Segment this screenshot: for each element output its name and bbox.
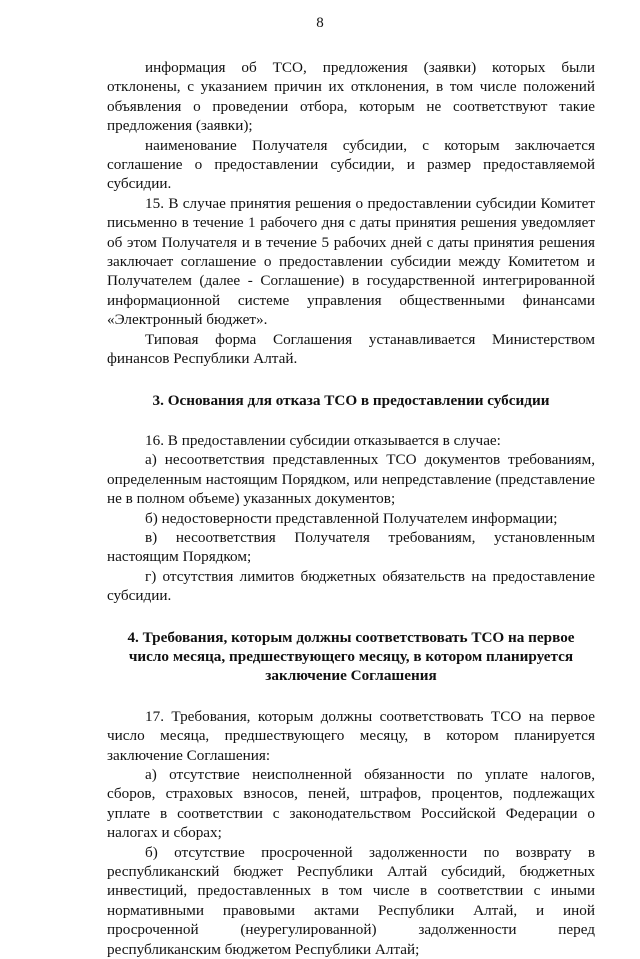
item-16b: б) недостоверности представленной Получателем информации; — [145, 509, 558, 527]
section-3-heading: 3. Основания для отказа ТСО в предоставлении субсидии — [152, 391, 550, 409]
paragraph-standard-form: Типовая форма Соглашения устанавливается Министерством финансов Республики Алтай. — [107, 330, 595, 368]
item-16v: в) несоответствия Получателя требованиям, установленным настоящим Порядком; — [107, 528, 595, 566]
paragraph-recipient-name: наименование Получателя субсидии, с которым заключается соглашение о предоставлении субсидии, и размер предоставляемой субсидии. — [107, 136, 595, 193]
item-17b: б) отсутствие просроченной задолженности по возврату в республиканский бюджет Республики Алтай субсидий, бюджетных инвестиций, предоставленных в том числе в соответствии с иными нормативными правовыми актами Республики Алтай, и иной просроченной (неурегулированной) задолженности перед республиканским бюджетом Республики Алтай; — [107, 843, 595, 958]
item-16g: г) отсутствия лимитов бюджетных обязательств на предоставление субсидии. — [107, 567, 595, 605]
section-4-heading: 4. Требования, которым должны соответствовать ТСО на первое число месяца, предшествующего месяцу, в котором планируется заключение Соглашения — [127, 628, 575, 685]
item-16a: а) несоответствия представленных ТСО документов требованиям, определенным настоящим Порядком, или непредставление (представление не в полном объеме) указанных документов; — [107, 451, 595, 508]
page-number: 8 — [316, 15, 324, 31]
paragraph-15: 15. В случае принятия решения о предоставлении субсидии Комитет письменно в течение 1 рабочего дня с даты принятия решения уведомляет об этом Получателя и в течение 5 рабочих дней с даты принятия решения заключает соглашение о предоставлении субсидии между Комитетом и Получателем (далее - Соглашение) в государственной интегрированной информационной системе управления общественными финансами «Электронный бюджет». — [107, 194, 595, 329]
document-body — [107, 58, 595, 959]
paragraph-rejected-info: информация об ТСО, предложения (заявки) которых были отклонены, с указанием причин их отклонения, в том числе положений объявления о проведении отбора, которым не соответствуют такие предложения (заявки); — [107, 59, 595, 135]
paragraph-16: 16. В предоставлении субсидии отказывается в случае: — [145, 431, 501, 449]
item-17a: а) отсутствие неисполненной обязанности по уплате налогов, сборов, страховых взносов, пеней, штрафов, процентов, подлежащих уплате в соответствии с законодательством Российской Федерации о налогах и сборах; — [107, 766, 595, 842]
paragraph-17: 17. Требования, которым должны соответствовать ТСО на первое число месяца, предшествующего месяцу, в котором планируется заключение Соглашения: — [107, 707, 595, 764]
